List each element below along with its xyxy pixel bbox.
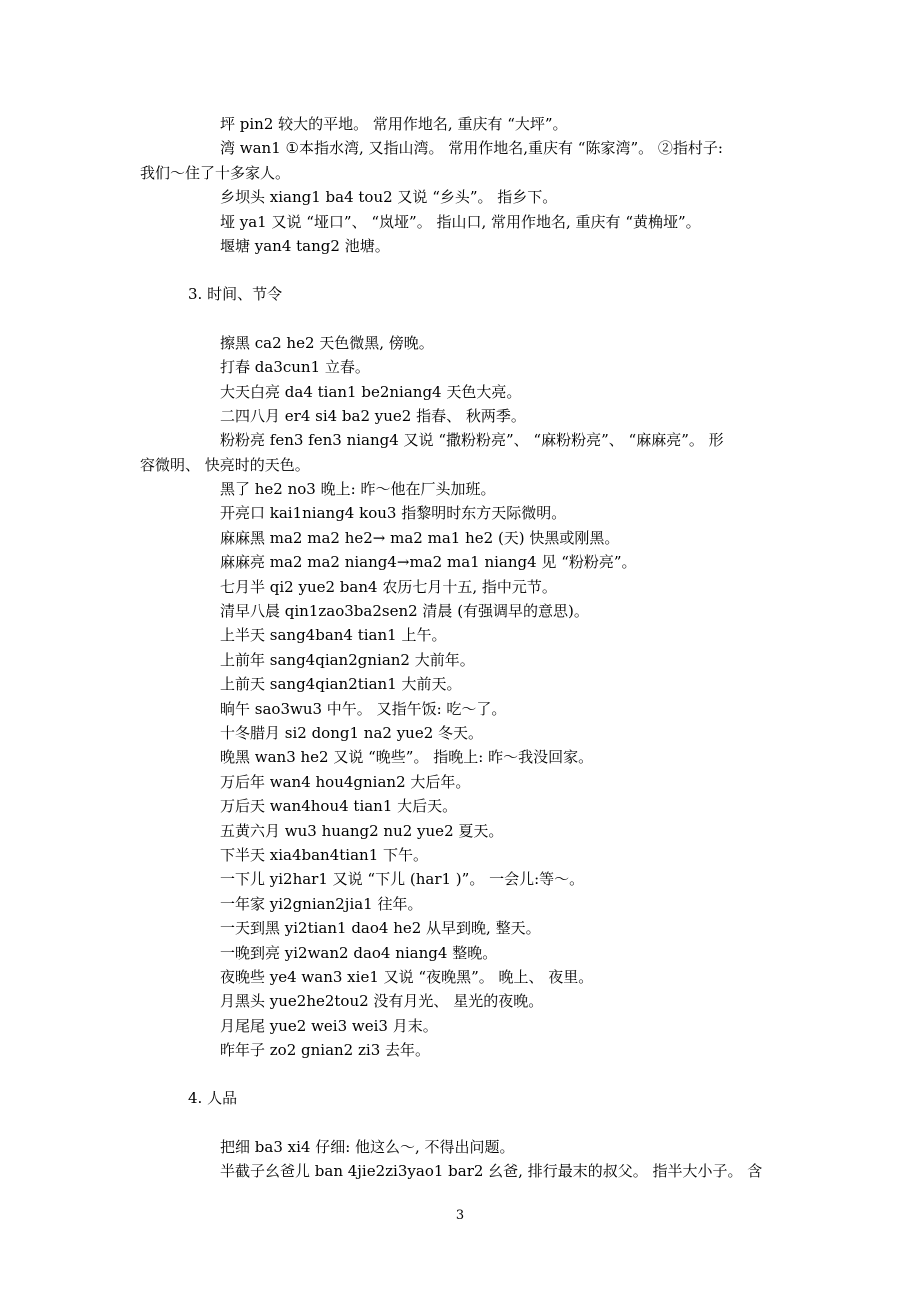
entry-time-10: 七月半 qi2 yue2 ban4 农历七月十五, 指中元节。: [220, 577, 557, 596]
entry-wan-continuation: 我们～住了十多家人。: [140, 163, 291, 182]
entry-time-21: 下半天 xia4ban4tian1 下午。: [220, 845, 429, 864]
entry-time-8: 麻麻黑 ma2 ma2 he2→ ma2 ma1 he2 (天) 快黑或刚黑。: [220, 528, 620, 547]
entry-time-2: 大天白亮 da4 tian1 be2niang4 天色大亮。: [220, 382, 522, 401]
entry-yantang: 堰塘 yan4 tang2 池塘。: [220, 236, 390, 255]
entry-time-24: 一天到黑 yi2tian1 dao4 he2 从早到晚, 整天。: [220, 919, 541, 938]
entry-character-0: 把细 ba3 xi4 仔细: 他这么～, 不得出问题。: [220, 1137, 515, 1156]
section-heading-character: 4. 人品: [188, 1089, 238, 1108]
page-number: 3: [455, 1208, 465, 1223]
entry-time-25: 一晚到亮 yi2wan2 dao4 niang4 整晚。: [220, 943, 498, 962]
entry-time-6: 黑了 he2 no3 晚上: 昨～他在厂头加班。: [220, 480, 496, 499]
entry-time-18: 万后年 wan4 hou4gnian2 大后年。: [220, 772, 471, 791]
entry-time-26: 夜晚些 ye4 wan3 xie1 又说 “夜晚黑”。 晚上、 夜里。: [220, 967, 594, 986]
entry-time-0: 擦黑 ca2 he2 天色微黑, 傍晚。: [220, 333, 434, 352]
entry-character-1: 半截子幺爸儿 ban 4jie2zi3yao1 bar2 幺爸, 排行最末的叔父。 指半大小子。 含: [220, 1162, 763, 1181]
page-content: [140, 112, 782, 1184]
entry-time-29: 昨年子 zo2 gnian2 zi3 去年。: [220, 1041, 431, 1060]
entry-ping: 坪 pin2 较大的平地。 常用作地名, 重庆有 “大坪”。: [220, 115, 568, 133]
entry-time-20: 五黄六月 wu3 huang2 nu2 yue2 夏天。: [220, 821, 504, 840]
entry-time-17: 晚黑 wan3 he2 又说 “晚些”。 指晚上: 昨～我没回家。: [220, 748, 594, 767]
entry-time-14: 上前天 sang4qian2tian1 大前天。: [220, 675, 462, 694]
entry-time-23: 一年家 yi2gnian2jia1 往年。: [220, 894, 423, 913]
entry-time-15: 晌午 sao3wu3 中午。 又指午饭: 吃～了。: [220, 699, 507, 718]
entry-time-16: 十冬腊月 si2 dong1 na2 yue2 冬天。: [220, 723, 484, 742]
entry-time-22: 一下儿 yi2har1 又说 “下儿 (har1 )”。 一会儿:等～。: [220, 870, 585, 889]
entry-wan: 湾 wan1 ①本指水湾, 又指山湾。 常用作地名,重庆有 “陈家湾”。 ②指村子:: [220, 139, 723, 158]
section-heading-time: 3. 时间、节令: [188, 285, 283, 304]
entry-ya: 垭 ya1 又说 “垭口”、 “岚垭”。 指山口, 常用作地名, 重庆有 “黄桷垭”。: [220, 212, 701, 231]
entry-time-9: 麻麻亮 ma2 ma2 niang4→ma2 ma1 niang4 见 “粉粉亮”。: [220, 553, 637, 572]
entry-time-28: 月尾尾 yue2 wei3 wei3 月末。: [220, 1016, 438, 1035]
entry-time-4-continuation: 容微明、 快亮时的天色。: [140, 455, 310, 474]
entry-time-12: 上半天 sang4ban4 tian1 上午。: [220, 626, 447, 645]
entry-time-13: 上前年 sang4qian2gnian2 大前年。: [220, 650, 475, 669]
entry-time-7: 开亮口 kai1niang4 kou3 指黎明时东方天际微明。: [220, 504, 567, 523]
entry-time-27: 月黑头 yue2he2tou2 没有月光、 星光的夜晚。: [220, 992, 544, 1011]
entry-time-11: 清早八晨 qin1zao3ba2sen2 清晨 (有强调早的意思)。: [220, 602, 589, 621]
entry-time-19: 万后天 wan4hou4 tian1 大后天。: [220, 797, 458, 816]
entry-time-3: 二四八月 er4 si4 ba2 yue2 指春、 秋两季。: [220, 406, 526, 425]
entry-xiangbatou: 乡坝头 xiang1 ba4 tou2 又说 “乡头”。 指乡下。: [220, 188, 558, 207]
entry-time-4: 粉粉亮 fen3 fen3 niang4 又说 “撒粉粉亮”、 “麻粉粉亮”、 “麻麻亮”。 形: [220, 431, 724, 450]
entry-time-1: 打春 da3cun1 立春。: [220, 358, 370, 377]
